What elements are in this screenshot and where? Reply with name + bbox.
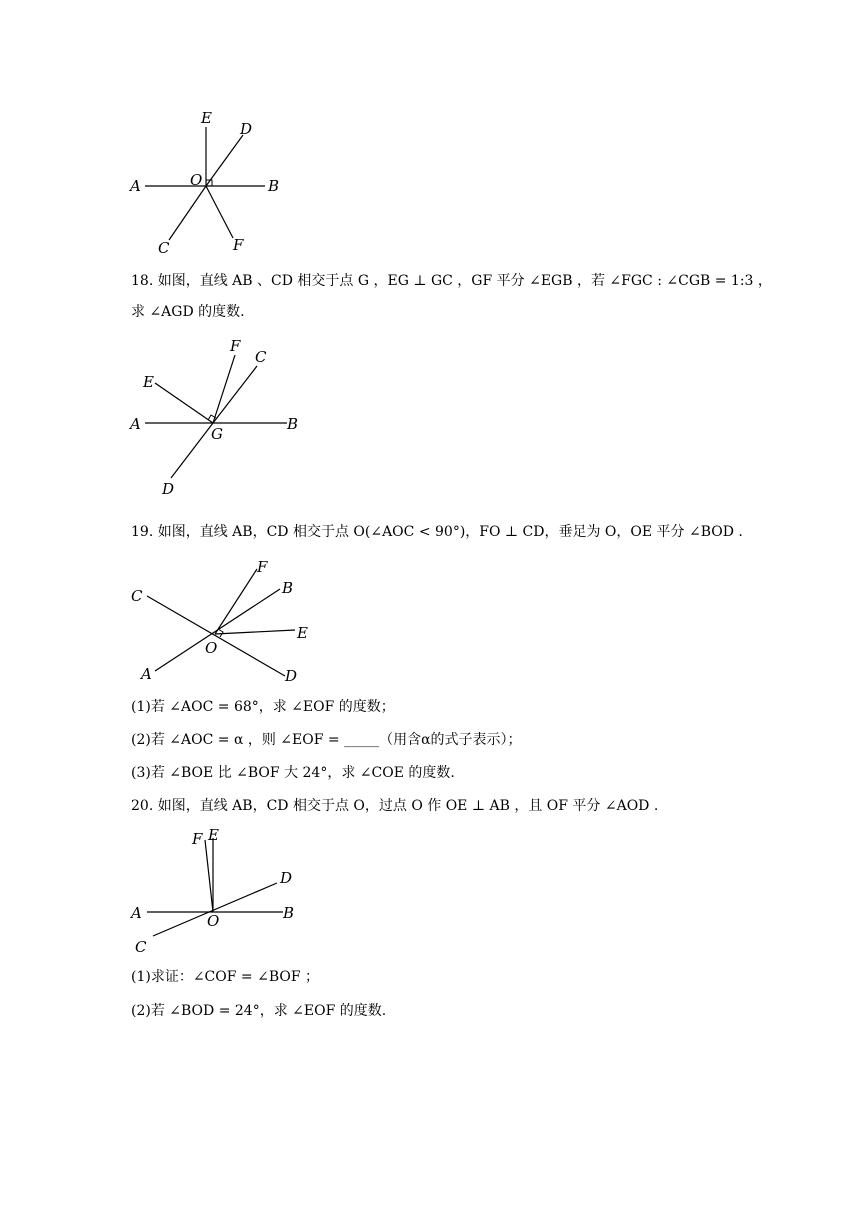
label-A: A xyxy=(131,904,142,922)
ray-GE xyxy=(155,383,213,423)
ray-GF xyxy=(213,355,235,423)
label-B: B xyxy=(283,904,295,922)
figure-20 xyxy=(125,825,315,955)
q19-text-intro: 19. 如图，直线 AB，CD 相交于点 O(∠AOC < 90°)，FO ⊥ CD，垂足为 O，OE 平分 ∠BOD . xyxy=(131,524,743,540)
label-B: B xyxy=(268,177,280,195)
line-CD-upper xyxy=(206,135,243,186)
label-A: A xyxy=(141,665,152,683)
label-C: C xyxy=(158,239,170,257)
label-F: F xyxy=(233,236,244,254)
figure-18 xyxy=(125,335,315,500)
label-F: F xyxy=(257,558,268,576)
q19-part2: (2)若 ∠AOC = α ，则 ∠EOF = _____（用含α的式子表示）； xyxy=(131,732,522,748)
label-B: B xyxy=(287,415,299,433)
label-D: D xyxy=(280,869,293,887)
ray-GD xyxy=(171,423,213,478)
ray-OF xyxy=(215,569,257,634)
label-C: C xyxy=(255,348,267,366)
label-E: E xyxy=(201,109,212,127)
label-D: D xyxy=(162,480,175,498)
ray-OE xyxy=(215,630,295,634)
q20-part1: (1)求证：∠COF = ∠BOF ； xyxy=(131,969,320,985)
q18-text-line1: 18. 如图，直线 AB 、CD 相交于点 G ，EG ⊥ GC ，GF 平分 ∠EGB ，若 ∠FGC : ∠CGB = 1:3 ， xyxy=(131,273,772,289)
label-B: B xyxy=(282,579,294,597)
label-C: C xyxy=(135,938,147,955)
line-CD-lower xyxy=(169,186,206,240)
label-A: A xyxy=(130,177,141,195)
ray-OF xyxy=(205,840,213,912)
label-E: E xyxy=(297,624,308,642)
label-E: E xyxy=(208,826,219,844)
label-D: D xyxy=(240,120,253,138)
q20-part2: (2)若 ∠BOD = 24°，求 ∠EOF 的度数. xyxy=(131,1003,387,1019)
line-CD xyxy=(147,596,285,676)
label-O: O xyxy=(205,639,218,657)
right-angle-mark xyxy=(218,629,223,637)
figure-19 xyxy=(125,553,335,688)
label-A: A xyxy=(130,415,141,433)
label-E: E xyxy=(143,373,154,391)
label-F: F xyxy=(230,337,241,355)
q19-part3: (3)若 ∠BOE 比 ∠BOF 大 24°，求 ∠COE 的度数. xyxy=(131,765,455,781)
ray-GC xyxy=(213,366,257,423)
ray-OF xyxy=(206,186,233,238)
label-O: O xyxy=(190,171,203,189)
q20-text-intro: 20. 如图，直线 AB，CD 相交于点 O，过点 O 作 OE ⊥ AB ，且 OF 平分 ∠AOD . xyxy=(131,798,659,814)
label-D: D xyxy=(285,667,298,685)
label-O: O xyxy=(207,912,220,930)
label-C: C xyxy=(131,587,143,605)
q18-text-line2: 求 ∠AGD 的度数. xyxy=(131,304,245,320)
q19-part1: (1)若 ∠AOC = 68°，求 ∠EOF 的度数； xyxy=(131,699,395,715)
label-F: F xyxy=(192,830,203,848)
label-G: G xyxy=(211,425,223,443)
figure-17 xyxy=(125,105,295,260)
